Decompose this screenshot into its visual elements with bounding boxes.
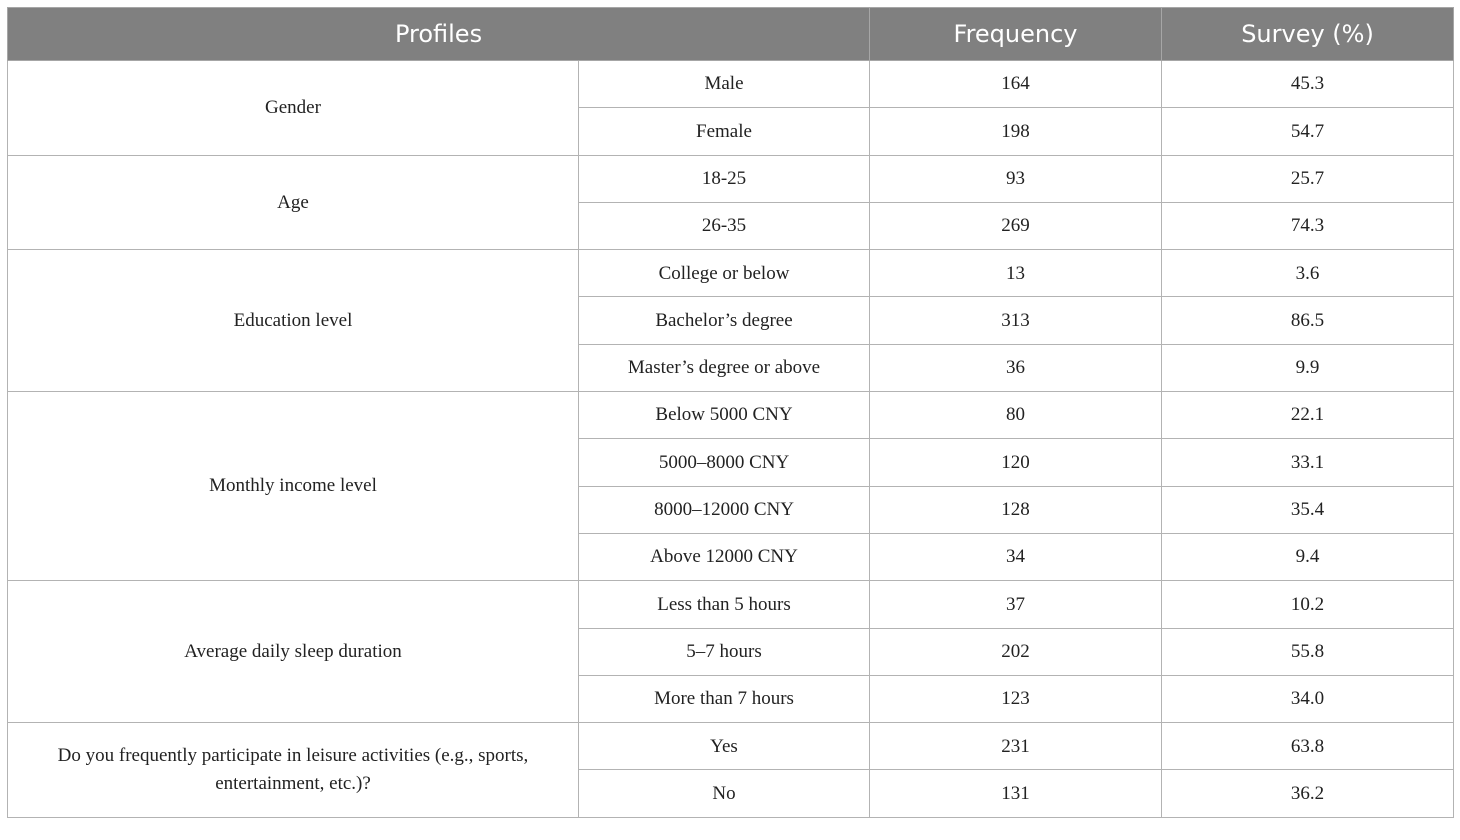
frequency-cell: 34 <box>870 533 1162 580</box>
group-label: Age <box>8 155 579 250</box>
group-label: Monthly income level <box>8 392 579 581</box>
frequency-cell: 202 <box>870 628 1162 675</box>
table-container <box>7 7 1453 818</box>
frequency-cell: 198 <box>870 108 1162 155</box>
header-profiles: Profiles <box>8 8 870 61</box>
option-cell: Female <box>579 108 870 155</box>
frequency-cell: 37 <box>870 581 1162 628</box>
header-frequency: Frequency <box>870 8 1162 61</box>
survey-percent-cell: 9.4 <box>1162 533 1454 580</box>
table-row <box>8 581 1454 628</box>
survey-percent-cell: 3.6 <box>1162 250 1454 297</box>
option-cell: Above 12000 CNY <box>579 533 870 580</box>
frequency-cell: 269 <box>870 202 1162 249</box>
table-row <box>8 250 1454 297</box>
option-cell: Below 5000 CNY <box>579 392 870 439</box>
group-label: Average daily sleep duration <box>8 581 579 723</box>
survey-percent-cell: 54.7 <box>1162 108 1454 155</box>
frequency-cell: 231 <box>870 723 1162 770</box>
header-row <box>8 8 1454 61</box>
table-body <box>8 61 1454 818</box>
option-cell: Master’s degree or above <box>579 344 870 391</box>
frequency-cell: 36 <box>870 344 1162 391</box>
option-cell: Male <box>579 61 870 108</box>
option-cell: Less than 5 hours <box>579 581 870 628</box>
group-label: Do you frequently participate in leisure activities (e.g., sports, entertainment, etc.)? <box>8 723 579 818</box>
survey-percent-cell: 74.3 <box>1162 202 1454 249</box>
frequency-cell: 313 <box>870 297 1162 344</box>
table-row <box>8 155 1454 202</box>
table-row <box>8 61 1454 108</box>
option-cell: 5000–8000 CNY <box>579 439 870 486</box>
frequency-cell: 131 <box>870 770 1162 817</box>
profiles-table <box>7 7 1454 818</box>
frequency-cell: 13 <box>870 250 1162 297</box>
header-survey: Survey (%) <box>1162 8 1454 61</box>
frequency-cell: 164 <box>870 61 1162 108</box>
option-cell: 8000–12000 CNY <box>579 486 870 533</box>
frequency-cell: 120 <box>870 439 1162 486</box>
survey-percent-cell: 86.5 <box>1162 297 1454 344</box>
survey-percent-cell: 22.1 <box>1162 392 1454 439</box>
option-cell: 18-25 <box>579 155 870 202</box>
option-cell: 5–7 hours <box>579 628 870 675</box>
frequency-cell: 93 <box>870 155 1162 202</box>
survey-percent-cell: 25.7 <box>1162 155 1454 202</box>
frequency-cell: 80 <box>870 392 1162 439</box>
option-cell: More than 7 hours <box>579 675 870 722</box>
survey-percent-cell: 55.8 <box>1162 628 1454 675</box>
group-label: Gender <box>8 61 579 156</box>
option-cell: Yes <box>579 723 870 770</box>
option-cell: College or below <box>579 250 870 297</box>
survey-percent-cell: 33.1 <box>1162 439 1454 486</box>
survey-percent-cell: 36.2 <box>1162 770 1454 817</box>
survey-percent-cell: 35.4 <box>1162 486 1454 533</box>
survey-percent-cell: 9.9 <box>1162 344 1454 391</box>
option-cell: No <box>579 770 870 817</box>
survey-percent-cell: 34.0 <box>1162 675 1454 722</box>
frequency-cell: 128 <box>870 486 1162 533</box>
table-row <box>8 392 1454 439</box>
option-cell: Bachelor’s degree <box>579 297 870 344</box>
survey-percent-cell: 63.8 <box>1162 723 1454 770</box>
group-label: Education level <box>8 250 579 392</box>
table-row <box>8 723 1454 770</box>
frequency-cell: 123 <box>870 675 1162 722</box>
survey-percent-cell: 10.2 <box>1162 581 1454 628</box>
option-cell: 26-35 <box>579 202 870 249</box>
survey-percent-cell: 45.3 <box>1162 61 1454 108</box>
